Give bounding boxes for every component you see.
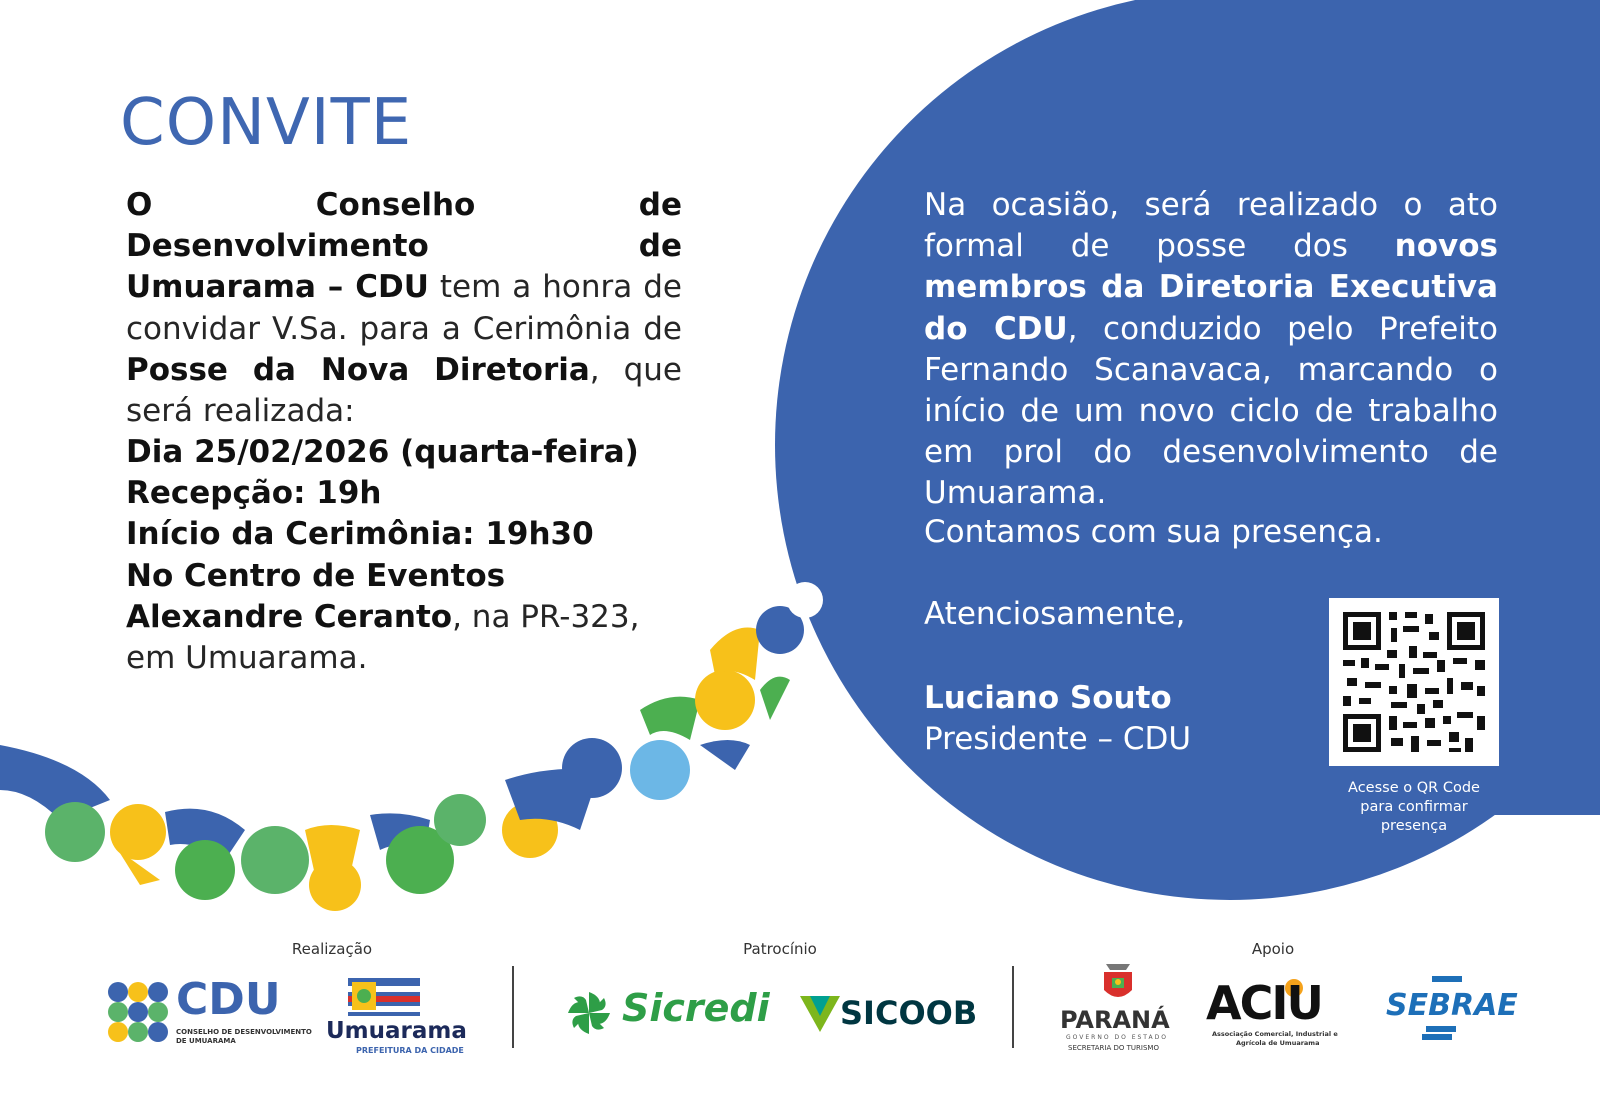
qr-caption-line-1: Acesse o QR Code <box>1348 780 1480 796</box>
aciu-logo-sub-2: Agrícola de Umuarama <box>1236 1039 1320 1047</box>
intro-text-2: , que será realizada: <box>126 351 683 430</box>
sicredi-logo <box>566 986 770 1038</box>
sebrae-logo <box>1386 976 1518 1040</box>
cdu-logo-sub-2: DE UMUARAMA <box>176 1037 236 1045</box>
umuarama-logo-name: Umuarama <box>326 1018 467 1044</box>
regards-text: Atenciosamente, <box>924 596 1186 632</box>
parana-logo-name: PARANÁ <box>1060 1006 1170 1034</box>
sicoob-logo-name: SICOOB <box>840 994 978 1032</box>
sicredi-logo-name: Sicredi <box>622 986 770 1030</box>
qr-caption <box>1320 779 1508 836</box>
sicoob-triangle-icon <box>800 994 840 1034</box>
signature <box>924 678 1191 760</box>
intro-text-1: tem a honra de convidar V.Sa. para a Cerimônia de <box>126 269 682 347</box>
patrocinio-label: Patrocínio <box>743 940 817 958</box>
invitation-intro <box>126 185 682 432</box>
signer-role: Presidente – CDU <box>924 721 1192 758</box>
umuarama-flag-icon <box>348 978 420 1016</box>
event-venue-3: em Umuarama. <box>126 640 368 677</box>
umuarama-logo <box>326 978 476 1054</box>
message-highlight: novos membros da Diretoria Executiva do CDU <box>924 228 1498 347</box>
cdu-logo-name: CDU <box>176 974 281 1025</box>
sebrae-logo-name: SEBRAE <box>1386 988 1518 1023</box>
apoio-label: Apoio <box>1251 940 1295 958</box>
event-reception: Recepção: 19h <box>126 475 382 512</box>
cdu-logo-sub-1: CONSELHO DE DESENVOLVIMENTO <box>176 1028 312 1036</box>
parana-logo <box>1058 962 1182 1054</box>
message-text <box>924 185 1498 515</box>
aciu-logo <box>1206 976 1346 1052</box>
qr-code-icon <box>1329 598 1499 766</box>
event-venue-2: Alexandre Ceranto <box>126 598 453 635</box>
intro-organization: O Conselho de Desenvolvimento de Umuarama – CDU <box>126 187 682 306</box>
event-venue-1: No Centro de Eventos <box>126 557 506 594</box>
qr-code[interactable] <box>1329 598 1499 766</box>
signer-name: Luciano Souto <box>924 680 1172 716</box>
footer-divider-2 <box>1012 966 1014 1048</box>
cdu-logo-icon <box>106 980 170 1044</box>
parana-logo-sub-2: SECRETARIA DO TURISMO <box>1068 1044 1159 1052</box>
qr-caption-line-2: para confirmar <box>1360 799 1468 815</box>
parana-coat-of-arms-icon <box>1098 962 1138 1006</box>
page-title: CONVITE <box>120 86 413 160</box>
event-start: Início da Cerimônia: 19h30 <box>126 516 594 553</box>
footer-divider-1 <box>512 966 514 1048</box>
realizacao-label: Realização <box>291 940 373 958</box>
cdu-logo <box>106 974 312 1046</box>
event-venue-2-rest: , na PR-323, <box>452 598 640 635</box>
message-part-3: , conduzido pelo Prefeito Fernando Scanavaca, marcando o início de um novo ciclo de trabalho em prol do desenvolvimento de Umuarama. <box>924 310 1498 512</box>
aciu-logo-name: ACIU <box>1206 976 1322 1030</box>
message-part-1: Na ocasião, será realizado o ato formal de posse dos <box>924 187 1498 265</box>
thanks-text: Contamos com sua presença. <box>924 514 1383 550</box>
umuarama-logo-sub: PREFEITURA DA CIDADE <box>356 1046 464 1055</box>
event-details <box>126 432 726 679</box>
event-date: Dia 25/02/2026 (quarta-feira) <box>126 434 639 470</box>
aciu-logo-sub-1: Associação Comercial, Industrial e <box>1212 1030 1338 1038</box>
intro-event: Posse da Nova Diretoria <box>126 351 590 388</box>
qr-caption-line-3: presença <box>1380 818 1448 834</box>
sicoob-logo <box>800 994 980 1038</box>
parana-logo-sub-1: GOVERNO DO ESTADO <box>1066 1034 1168 1041</box>
sicredi-pinwheel-icon <box>566 990 612 1036</box>
